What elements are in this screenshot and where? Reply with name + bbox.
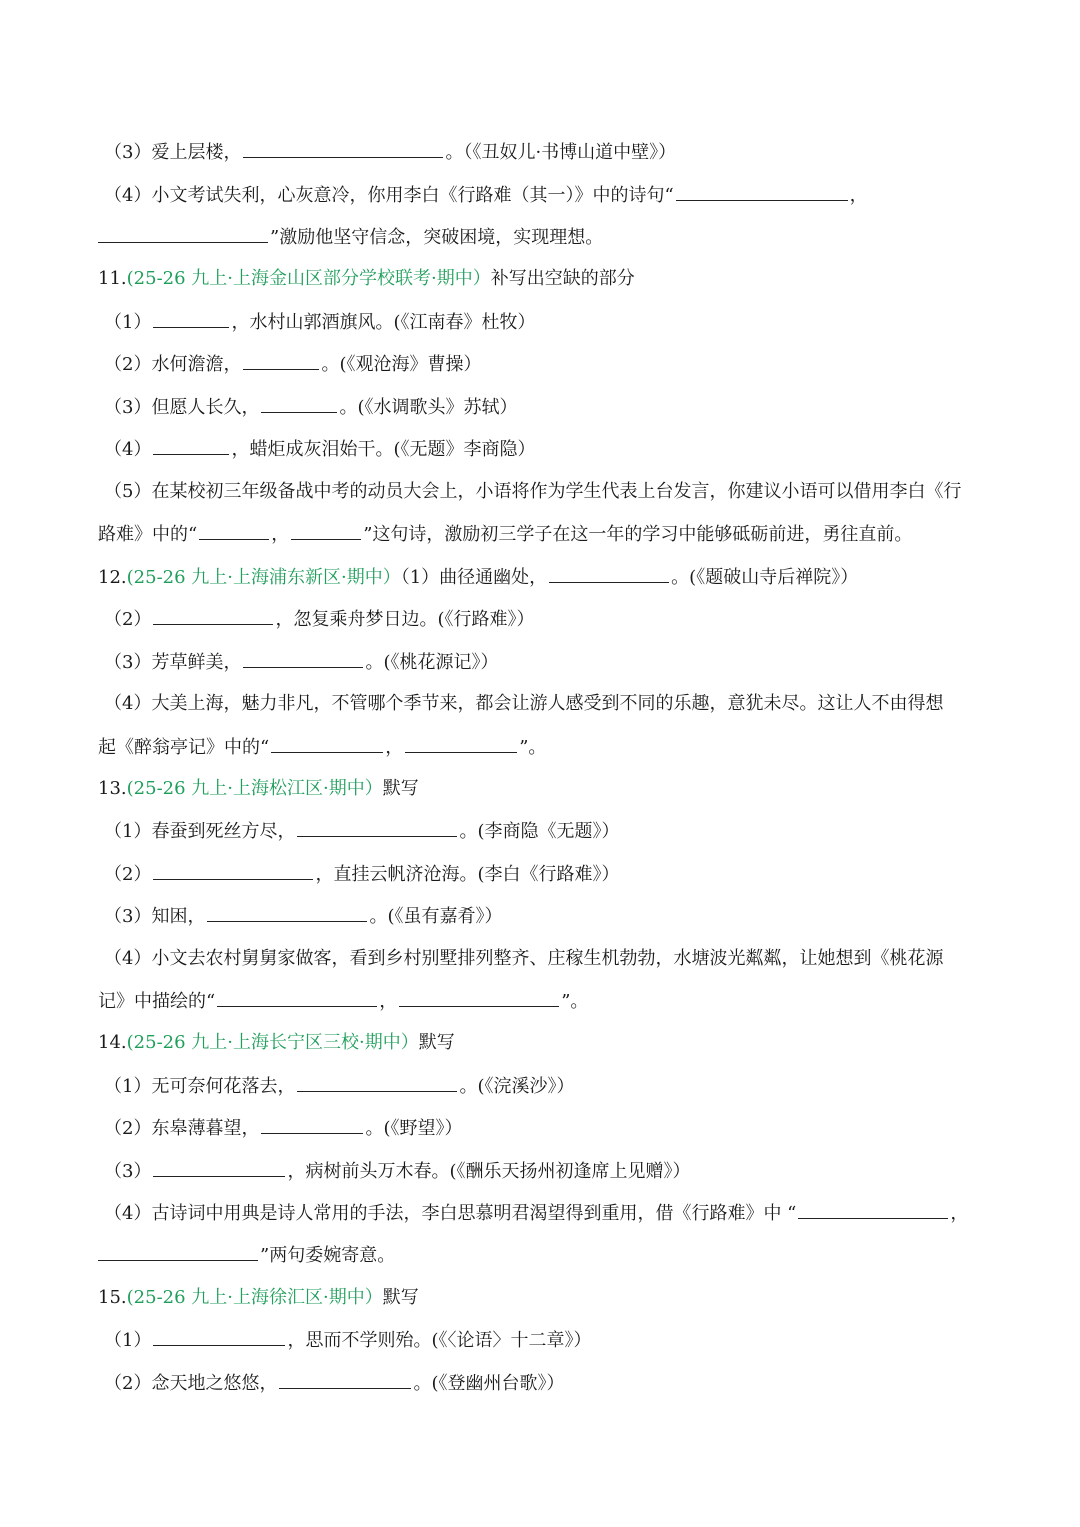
answer-blank[interactable] [153, 310, 229, 328]
q13-item-1 [104, 819, 994, 844]
text: ，病树前头万木春。(《酬乐天扬州初逢席上见赠》） [287, 1161, 691, 1182]
answer-blank[interactable] [297, 1074, 457, 1092]
question-text: （1）曲径通幽处， [400, 567, 548, 588]
question-text: 默写 [382, 778, 419, 799]
question-number: 12. [98, 567, 127, 588]
answer-blank[interactable] [261, 395, 337, 413]
q15-item-2 [104, 1371, 994, 1396]
answer-blank[interactable] [199, 522, 269, 540]
text: 起《醉翁亭记》中的“ [98, 737, 270, 758]
answer-blank[interactable] [405, 735, 517, 753]
text: （5）在某校初三年级备战中考的动员大会上，小语将作为学生代表上台发言，你建议小语可以借用李白《行 [104, 481, 962, 502]
q11-item-5 [104, 480, 994, 504]
q12-item-2 [104, 607, 994, 632]
q11-item-4 [104, 437, 994, 462]
text: 。(《登幽州台歌》） [413, 1373, 565, 1394]
text: （1） [104, 1330, 152, 1351]
question-number: 13. [98, 778, 127, 799]
text: 记》中描绘的“ [98, 991, 216, 1012]
line-3-chounuer [104, 140, 994, 165]
text: ，蜡炬成灰泪始干。(《无题》李商隐） [231, 439, 536, 460]
answer-blank[interactable] [243, 650, 363, 668]
answer-blank[interactable] [153, 862, 313, 880]
text: （3）但愿人长久， [104, 397, 260, 418]
answer-blank[interactable] [153, 607, 273, 625]
text: ，忽复乘舟梦日边。(《行路难》） [275, 609, 535, 630]
text: （2）东皋薄暮望， [104, 1118, 260, 1139]
text: （4）古诗词中用典是诗人常用的手法，李白思慕明君渴望得到重用，借《行路难》中 “ [104, 1203, 797, 1224]
answer-blank[interactable] [798, 1201, 948, 1219]
answer-blank[interactable] [291, 522, 361, 540]
text: （3）知困， [104, 906, 206, 927]
text: ”这句诗，激励初三学子在这一年的学习中能够砥砺前进，勇往直前。 [363, 524, 913, 545]
text: 。(李商隐《无题》） [459, 821, 620, 842]
question-number: 15. [98, 1287, 127, 1308]
text: （3） [104, 1161, 152, 1182]
text: 。(《桃花源记》） [365, 652, 499, 673]
answer-blank[interactable] [207, 904, 367, 922]
text: 。(《观沧海》曹操） [321, 354, 482, 375]
answer-blank[interactable] [271, 735, 383, 753]
text: （4）大美上海，魅力非凡，不管哪个季节来，都会让游人感受到不同的乐趣，意犹未尽。这让人不由得想 [104, 693, 944, 714]
q14-item-3 [104, 1159, 994, 1184]
text: 路难》中的“ [98, 524, 198, 545]
text: ”激励他坚守信念，突破困境，实现理想。 [270, 227, 604, 248]
line-4-continued [98, 225, 988, 250]
text: （4） [104, 439, 152, 460]
q14-item-4-continued [98, 1243, 988, 1268]
q14-item-4 [104, 1201, 994, 1226]
question-11-header [98, 267, 988, 291]
question-number: 14. [98, 1032, 127, 1053]
text: ”两句委婉寄意。 [260, 1245, 396, 1266]
question-source: (25-26 九上·上海长宁区三校·期中） [126, 1032, 419, 1053]
text: 。(《水调歌头》苏轼） [339, 397, 518, 418]
q12-item-3 [104, 650, 994, 675]
question-source: (25-26 九上·上海徐汇区·期中） [126, 1287, 383, 1308]
q11-item-3 [104, 395, 994, 420]
answer-blank[interactable] [297, 819, 457, 837]
q11-item-5-continued [98, 522, 988, 547]
q14-item-1 [104, 1074, 994, 1099]
text: ， [385, 737, 404, 758]
answer-blank[interactable] [153, 437, 229, 455]
text: 。(《虽有嘉肴》） [369, 906, 503, 927]
question-source: (25-26 九上·上海金山区部分学校联考·期中） [126, 268, 491, 289]
text: （2）念天地之悠悠， [104, 1373, 278, 1394]
text: 。（《丑奴儿·书博山道中壁》） [445, 142, 677, 163]
q14-item-2 [104, 1116, 994, 1141]
question-15-header [98, 1286, 988, 1310]
text: ， [950, 1203, 969, 1224]
text: ， [271, 524, 290, 545]
text: （3）爱上层楼， [104, 142, 242, 163]
q12-item-4-continued [98, 735, 988, 760]
text: ”。 [519, 737, 547, 758]
text: ，思而不学则殆。(《〈论语〉十二章》） [287, 1330, 592, 1351]
answer-blank[interactable] [217, 989, 377, 1007]
text: ”。 [561, 991, 589, 1012]
q13-item-4-continued [98, 989, 988, 1014]
text: 。(《浣溪沙》） [459, 1076, 575, 1097]
text: （2） [104, 609, 152, 630]
text: 。(《题破山寺后禅院》） [671, 567, 859, 588]
q11-item-2 [104, 352, 994, 377]
q13-item-3 [104, 904, 994, 929]
line-4-xinglunan [104, 183, 994, 208]
q13-item-4 [104, 947, 994, 971]
text: （3）芳草鲜美， [104, 652, 242, 673]
text: ， [379, 991, 398, 1012]
q15-item-1 [104, 1328, 994, 1353]
question-text: 补写出空缺的部分 [490, 268, 635, 289]
text: ， [849, 185, 868, 206]
text: （1） [104, 312, 152, 333]
answer-blank[interactable] [549, 565, 669, 583]
text: 。(《野望》） [365, 1118, 463, 1139]
answer-blank[interactable] [399, 989, 559, 1007]
answer-blank[interactable] [676, 183, 848, 201]
q12-item-4 [104, 692, 994, 716]
answer-blank[interactable] [243, 140, 443, 158]
question-text: 默写 [418, 1032, 455, 1053]
text: （4）小文考试失利，心灰意冷，你用李白《行路难（其一）》中的诗句“ [104, 185, 674, 206]
question-text: 默写 [382, 1287, 419, 1308]
answer-blank[interactable] [98, 225, 268, 243]
answer-blank[interactable] [243, 352, 319, 370]
question-source: (25-26 九上·上海浦东新区·期中） [126, 567, 401, 588]
question-14-header [98, 1031, 988, 1055]
answer-blank[interactable] [261, 1116, 363, 1134]
text: （1）春蚕到死丝方尽， [104, 821, 296, 842]
text: （2） [104, 864, 152, 885]
text: （1）无可奈何花落去， [104, 1076, 296, 1097]
text: （2）水何澹澹， [104, 354, 242, 375]
text: （4）小文去农村舅舅家做客，看到乡村别墅排列整齐、庄稼生机勃勃，水塘波光粼粼，让她想到《桃花源 [104, 948, 944, 969]
question-12-header [98, 565, 988, 590]
text: ，直挂云帆济沧海。(李白《行路难》） [315, 864, 620, 885]
question-number: 11. [98, 268, 127, 289]
answer-blank[interactable] [153, 1328, 285, 1346]
q11-item-1 [104, 310, 994, 335]
text: ，水村山郭酒旗风。(《江南春》杜牧） [231, 312, 536, 333]
answer-blank[interactable] [279, 1371, 411, 1389]
question-13-header [98, 777, 988, 801]
answer-blank[interactable] [153, 1159, 285, 1177]
question-source: (25-26 九上·上海松江区·期中） [126, 778, 383, 799]
answer-blank[interactable] [98, 1243, 258, 1261]
q13-item-2 [104, 862, 994, 887]
